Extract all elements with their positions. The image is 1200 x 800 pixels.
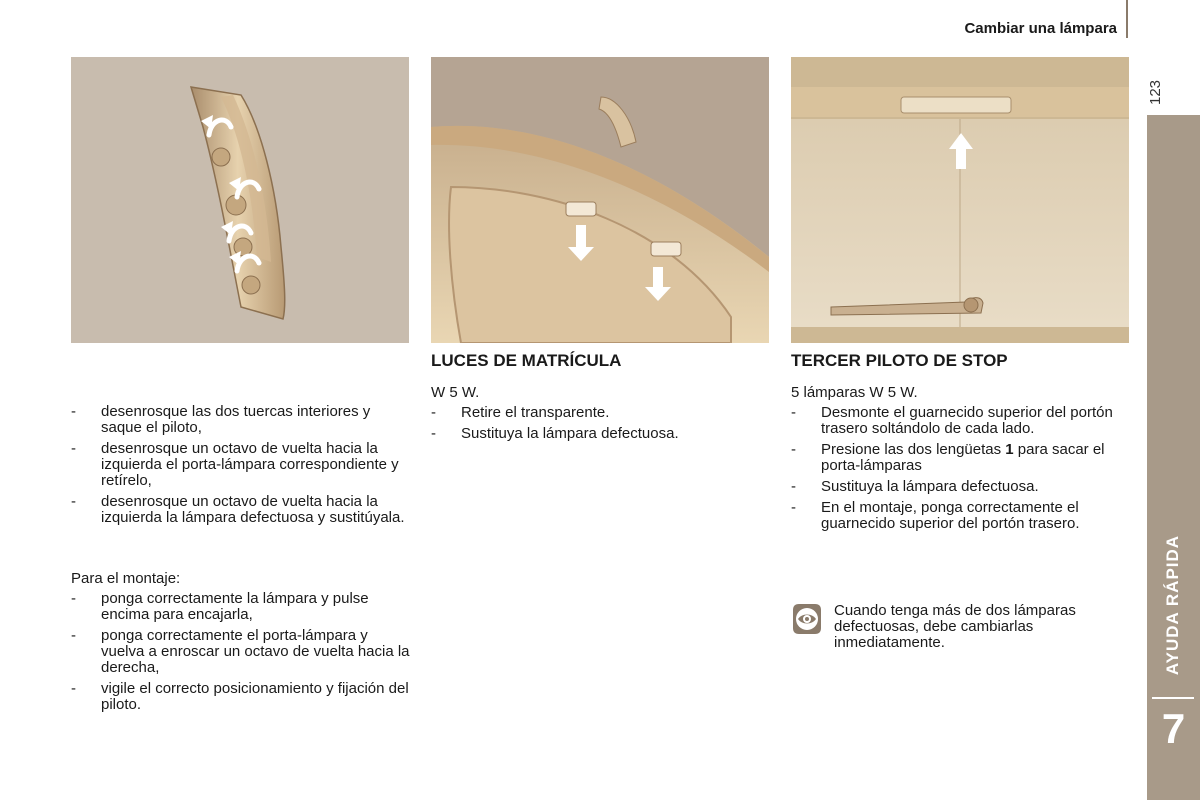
- page-number: 123: [1147, 79, 1164, 105]
- note-text: Cuando tenga más de dos lámparas defectuosas, debe cambiarlas inmediatamente.: [834, 602, 1076, 651]
- column1-mount-text: [71, 571, 411, 718]
- column1-text: [71, 404, 411, 531]
- list-item: - Presione las dos lengüetas 1 para sacar el porta-lámparas: [791, 441, 1105, 474]
- third-brake-light-photo: [791, 57, 1129, 343]
- chapter-tab-label: [1146, 520, 1199, 690]
- list-item: - desenrosque un octavo de vuelta hacia la izquierda la lámpara defectuosa y sustitúyala.: [71, 493, 405, 526]
- list-item: - Sustituya la lámpara defectuosa.: [791, 478, 1039, 495]
- page-header-title: Cambiar una lámpara: [964, 20, 1117, 37]
- lamp-spec: 5 lámparas W 5 W.: [791, 384, 918, 401]
- header-divider: [1126, 0, 1128, 38]
- list-item: - ponga correctamente el porta-lámpara y vuelva a enroscar un octavo de vuelta hacia la derecha,: [71, 627, 410, 676]
- list-item: - ponga correctamente la lámpara y pulse encima para encajarla,: [71, 590, 369, 623]
- chapter-number: 7: [1161, 705, 1186, 752]
- list-item: - Desmonte el guarnecido superior del portón trasero soltándolo de cada lado.: [791, 404, 1113, 437]
- column3-text: [791, 385, 1131, 537]
- brake-light-heading: TERCER PILOTO DE STOP: [791, 351, 1008, 370]
- list-item: - desenrosque un octavo de vuelta hacia la izquierda el porta-lámpara correspondiente y retírelo,: [71, 440, 399, 489]
- licence-plate-lights-photo: [431, 57, 769, 343]
- lamp-spec: W 5 W.: [431, 384, 480, 401]
- eye-icon: [793, 604, 821, 634]
- chapter-tab-text: AYUDA RÁPIDA: [1162, 534, 1182, 676]
- list-item: - Retire el transparente.: [431, 404, 610, 421]
- licence-plate-heading: LUCES DE MATRÍCULA: [431, 351, 622, 370]
- list-item: - En el montaje, ponga correctamente el guarnecido superior del portón trasero.: [791, 499, 1080, 532]
- list-item: - Sustituya la lámpara defectuosa.: [431, 425, 679, 442]
- list-item: - desenrosque las dos tuercas interiores y saque el piloto,: [71, 403, 371, 436]
- rear-light-cluster-photo: [71, 57, 409, 343]
- column2-text: [431, 385, 771, 447]
- chapter-tab-divider: [1152, 697, 1194, 699]
- mount-intro: Para el montaje:: [71, 570, 181, 587]
- list-item: - vigile el correcto posicionamiento y fijación del piloto.: [71, 680, 409, 713]
